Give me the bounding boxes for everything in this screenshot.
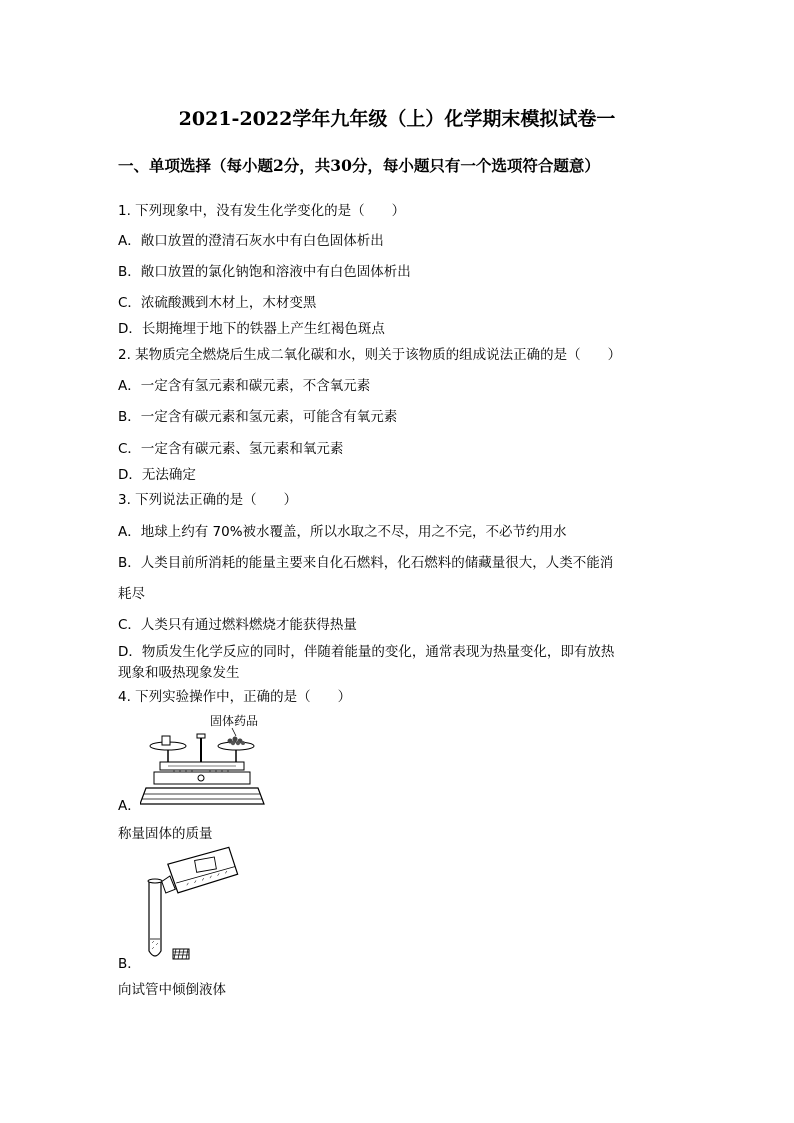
figure-b-option-letter: B． [118, 956, 141, 972]
figure-a-caption: 称量固体的质量 [118, 826, 213, 842]
question-2-option-d: D．无法确定 [118, 467, 196, 483]
question-1-option-a: A．敞口放置的澄清石灰水中有白色固体析出 [118, 233, 384, 249]
question-3-stem: 3. 下列说法正确的是（ ） [118, 492, 298, 508]
balance-scale-figure [140, 712, 265, 812]
question-2-option-a: A．一定含有氢元素和碳元素，不含氧元素 [118, 378, 371, 394]
figure-b-caption: 向试管中倾倒液体 [118, 982, 226, 998]
question-3-option-b-continued: 耗尽 [118, 586, 145, 602]
question-1-option-c: C．浓硫酸溅到木材上，木材变黑 [118, 295, 317, 311]
page-title: 2021-2022学年九年级（上）化学期末模拟试卷一 [178, 108, 616, 130]
question-1-option-b: B．敞口放置的氯化钠饱和溶液中有白色固体析出 [118, 264, 411, 280]
question-3-option-d: D．物质发生化学反应的同时，伴随着能量的变化，通常表现为热量变化，即有放热 [118, 644, 615, 660]
question-4-stem: 4. 下列实验操作中，正确的是（ ） [118, 689, 352, 705]
solid-reagent-label: 固体药品 [210, 714, 259, 728]
question-3-option-d-continued: 现象和吸热现象发生 [118, 665, 240, 681]
question-3-option-a: A．地球上约有 70%被水覆盖，所以水取之不尽，用之不完，不必节约用水 [118, 524, 567, 540]
question-3-option-b: B．人类目前所消耗的能量主要来自化石燃料，化石燃料的储藏量很大，人类不能消 [118, 555, 614, 571]
balance-scale-icon [140, 712, 265, 812]
question-1-stem: 1. 下列现象中，没有发生化学变化的是（ ） [118, 203, 406, 219]
question-3-option-c: C．人类只有通过燃料燃烧才能获得热量 [118, 617, 357, 633]
question-1-option-d: D．长期掩埋于地下的铁器上产生红褐色斑点 [118, 321, 385, 337]
section-heading: 一、单项选择（每小题2分，共30分，每小题只有一个选项符合题意） [118, 156, 600, 175]
test-tube-pouring-icon [135, 843, 245, 968]
pouring-liquid-figure [135, 843, 245, 968]
question-2-option-c: C．一定含有碳元素、氢元素和氧元素 [118, 441, 344, 457]
question-2-stem: 2. 某物质完全燃烧后生成二氧化碳和水，则关于该物质的组成说法正确的是（ ） [118, 347, 622, 363]
question-2-option-b: B．一定含有碳元素和氢元素，可能含有氧元素 [118, 409, 398, 425]
figure-a-option-letter: A． [118, 798, 141, 814]
